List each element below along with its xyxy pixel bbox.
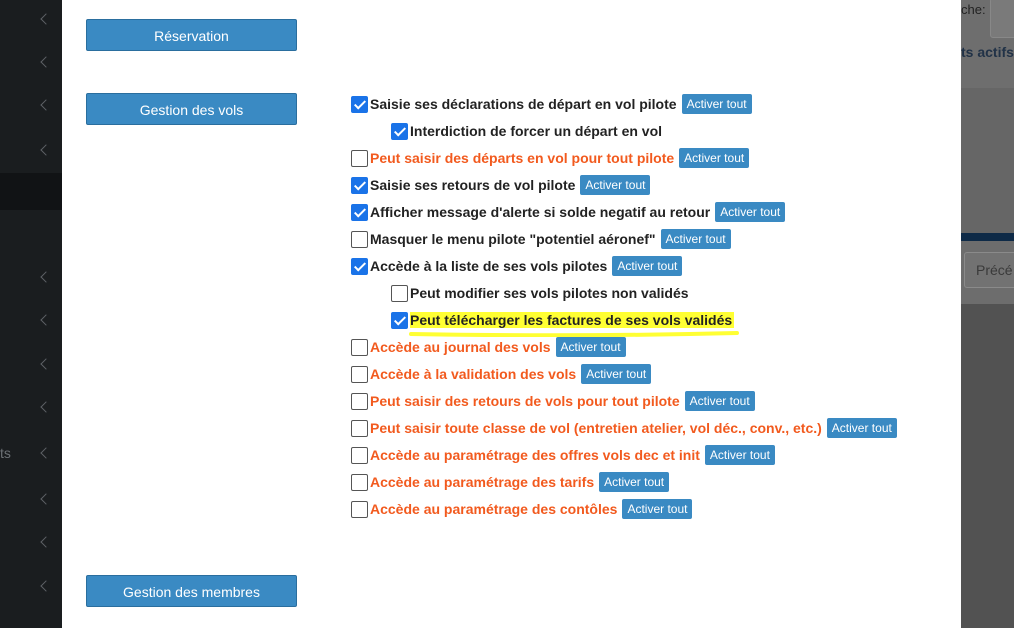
highlight-underline	[409, 331, 739, 337]
permission-checkbox[interactable]	[351, 339, 368, 356]
permission-checkbox[interactable]	[351, 231, 368, 248]
chevron-left-icon	[40, 493, 51, 504]
background-page-right	[961, 0, 1014, 628]
permission-checkbox[interactable]	[351, 447, 368, 464]
permission-label: Accède à la liste de ses vols pilotes	[370, 258, 608, 274]
permission-label: Afficher message d'alerte si solde negatif au retour	[370, 204, 711, 220]
activate-all-button[interactable]: Activer tout	[581, 364, 651, 384]
activate-all-button[interactable]: Activer tout	[705, 445, 775, 465]
permission-row	[351, 201, 785, 223]
section-gestion-membres-button[interactable]: Gestion des membres	[86, 575, 297, 607]
permission-label: Accède à la validation des vols	[370, 366, 577, 382]
background-header	[961, 0, 1014, 88]
permission-label: Peut saisir des retours de vols pour tout pilote	[370, 393, 680, 409]
activate-all-button[interactable]: Activer tout	[827, 418, 897, 438]
chevron-left-icon	[40, 271, 51, 282]
chevron-left-icon	[40, 99, 51, 110]
activate-all-button[interactable]: Activer tout	[685, 391, 755, 411]
activate-all-button[interactable]: Activer tout	[661, 229, 731, 249]
chevron-left-icon	[40, 358, 51, 369]
permission-label: Peut télécharger les factures de ses vols validés	[410, 312, 733, 328]
activate-all-button[interactable]: Activer tout	[556, 337, 626, 357]
background-pagination-area	[961, 241, 1014, 304]
previous-button-label: Précé	[976, 262, 1013, 278]
activate-all-button[interactable]: Activer tout	[580, 175, 650, 195]
permission-label: Accède au paramétrage des tarifs	[370, 474, 595, 490]
permission-row	[351, 471, 669, 493]
activate-all-button[interactable]: Activer tout	[622, 499, 692, 519]
permission-row	[351, 417, 897, 439]
permission-row	[351, 255, 682, 277]
heading-fragment: ts actifs	[961, 44, 1014, 60]
permission-label: Saisie ses déclarations de départ en vol pilote	[370, 96, 677, 112]
activate-all-button[interactable]: Activer tout	[682, 94, 752, 114]
background-divider-bar	[961, 233, 1014, 241]
permissions-modal	[62, 0, 961, 628]
section-reservation-button[interactable]: Réservation	[86, 19, 297, 51]
permission-row	[351, 147, 749, 169]
permission-checkbox[interactable]	[391, 123, 408, 140]
activate-all-button[interactable]: Activer tout	[612, 256, 682, 276]
search-input	[990, 0, 1014, 38]
permission-label: Saisie ses retours de vol pilote	[370, 177, 576, 193]
chevron-left-icon	[40, 144, 51, 155]
chevron-left-icon	[40, 447, 51, 458]
permission-label: Masquer le menu pilote "potentiel aéronef"	[370, 231, 656, 247]
section-gestion-vols-button[interactable]: Gestion des vols	[86, 93, 297, 125]
permission-label: Accède au journal des vols	[370, 339, 551, 355]
permission-checkbox[interactable]	[351, 150, 368, 167]
permission-checkbox[interactable]	[351, 258, 368, 275]
permission-row	[391, 282, 689, 304]
chevron-left-icon	[40, 56, 51, 67]
activate-all-button[interactable]: Activer tout	[715, 202, 785, 222]
chevron-left-icon	[40, 13, 51, 24]
permission-row	[351, 390, 755, 412]
permission-row	[351, 336, 626, 358]
permission-checkbox[interactable]	[351, 96, 368, 113]
permission-row	[351, 444, 775, 466]
search-label-fragment: che:	[961, 2, 986, 17]
chevron-left-icon	[40, 314, 51, 325]
activate-all-button[interactable]: Activer tout	[599, 472, 669, 492]
previous-button	[964, 252, 1014, 288]
chevron-left-icon	[40, 580, 51, 591]
permission-label: Peut modifier ses vols pilotes non validés	[410, 285, 689, 301]
permission-row	[351, 498, 692, 520]
permission-row	[391, 309, 734, 331]
sidebar-active-band	[0, 173, 62, 210]
permission-label: Interdiction de forcer un départ en vol	[410, 123, 663, 139]
permission-label: Accède au paramétrage des contôles	[370, 501, 618, 517]
chevron-left-icon	[40, 401, 51, 412]
permission-checkbox[interactable]	[351, 177, 368, 194]
permission-checkbox[interactable]	[351, 204, 368, 221]
permission-checkbox[interactable]	[351, 474, 368, 491]
permission-row	[351, 228, 731, 250]
permission-row	[391, 120, 662, 142]
permission-row	[351, 174, 650, 196]
permission-label: Peut saisir des départs en vol pour tout pilote	[370, 150, 675, 166]
permission-row	[351, 363, 651, 385]
permission-checkbox[interactable]	[391, 312, 408, 329]
permission-checkbox[interactable]	[351, 420, 368, 437]
permission-checkbox[interactable]	[351, 501, 368, 518]
background-sidebar	[0, 0, 62, 628]
activate-all-button[interactable]: Activer tout	[679, 148, 749, 168]
permission-label: Peut saisir toute classe de vol (entretien atelier, vol déc., conv., etc.)	[370, 420, 822, 436]
permission-label: Accède au paramétrage des offres vols dec et init	[370, 447, 700, 463]
sidebar-text-fragment: ts	[0, 445, 11, 461]
chevron-left-icon	[40, 536, 51, 547]
permission-checkbox[interactable]	[391, 285, 408, 302]
permission-checkbox[interactable]	[351, 393, 368, 410]
background-content	[961, 88, 1014, 233]
permission-row	[351, 93, 752, 115]
permission-checkbox[interactable]	[351, 366, 368, 383]
